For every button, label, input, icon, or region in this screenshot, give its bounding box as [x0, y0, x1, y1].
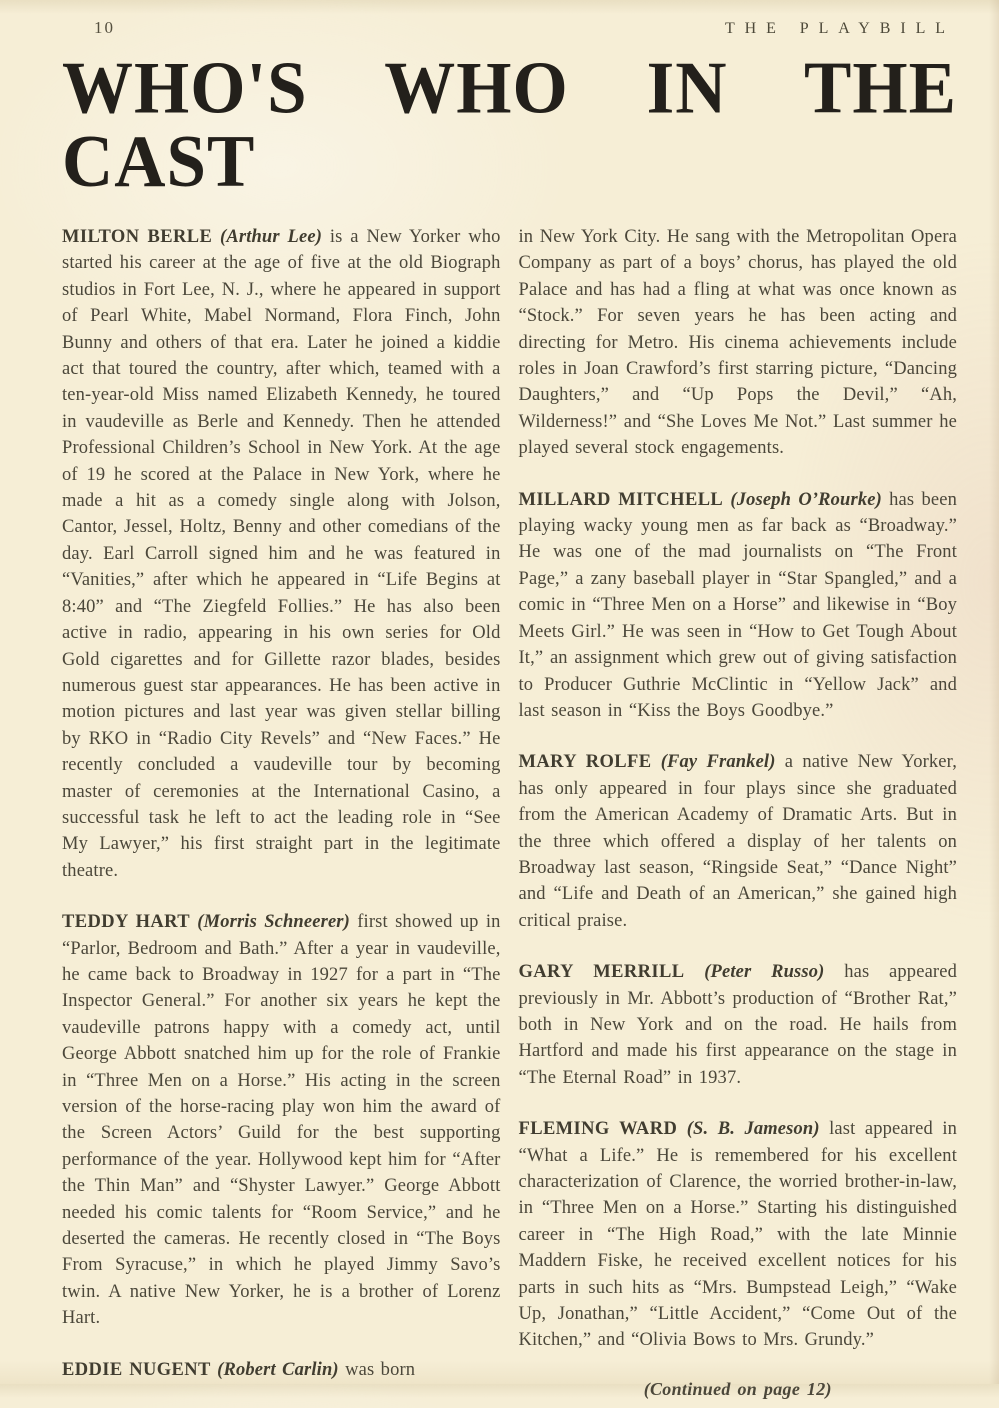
actor-role: (Joseph O’Rourke) — [730, 489, 882, 510]
bio-text: first showed up in “Parlor, Bedroom and Bath.” After a year in vaudeville, he came back to Broadway in 1927 for a part in “The Inspector General.” For another six years he kept the vaudeville patrons happy with a comedy act, until George Abbott snatched him up for the role of Frankie in “Three Men on a Horse.” His acting in the screen version of the horse-racing play won him the award of the Screen Actors’ Guild for the best supporting performance of the year. Hollywood kept him for “After the Thin Man” and “Shyster Lawyer.” George Abbott needed his comic talents for “Room Service,” and he deserted the cameras. He recently closed in “The Boys From Syracuse,” in which he played Jimmy Savo’s twin. A native New Yorker, he is a brother of Lorenz Hart. — [62, 912, 501, 1329]
bio-text: in New York City. He sang with the Metropolitan Opera Company as part of a boys’ chorus, has played the old Palace and has had a fling at what was once known as “Stock.” For seven years he has been acting and directing for Metro. His cinema achievements include roles in Joan Crawford’s first starring picture, “Dancing Daughters,” and “Up Pops the Devil,” “Ah, Wilderness!” and “She Loves Me Not.” Last summer he played several stock engagements. — [518, 227, 957, 459]
actor-role: (Peter Russo) — [704, 962, 825, 983]
actor-role: (Fay Frankel) — [660, 752, 776, 773]
bio-text: last appeared in “What a Life.” He is remembered for his excellent characterization of Clarence, the worried brother-in-law, in “Three Men on a Horse.” Starting his distinguished career in “The High Road,” with the late Minnie Maddern Fiske, he received excellent notices for his parts in such hits as “Mrs. Bumpstead Leigh,” “Wake Up, Jonathan,” “Little Accident,” “Come Out of the Kitchen,” and “Olivia Bows to Mrs. Grundy.” — [518, 1119, 958, 1351]
actor-role: (S. B. Jameson) — [686, 1119, 820, 1140]
bio-paragraph-continuation — [519, 224, 958, 462]
page-title: WHO'S WHO IN THE CAST — [62, 47, 957, 203]
left-column — [62, 224, 501, 1408]
actor-role: (Robert Carlin) — [217, 1359, 339, 1380]
actor-role: (Morris Schneerer) — [197, 912, 350, 933]
bio-text: a native New Yorker, has only appeared in four plays since she graduated from the American Academy of Dramatic Arts. But in the three which offered a display of her talents on Broadway last season, “Ringside Seat,” “Dance Night” and “Life and Death of an American,” she gained high critical praise. — [518, 752, 958, 931]
bio-paragraph-millard-mitchell — [519, 487, 958, 725]
bio-text: has appeared previously in Mr. Abbott’s production of “Brother Rat,” both in New York and on the road. He hails from Hartford and made his first appearance on the stage in “The Eternal Road” in 1937. — [518, 962, 958, 1088]
bio-text: has been playing wacky young men as far back as “Broadway.” He was one of the mad journalists on “The Front Page,” a zany baseball player in “Star Spangled,” and a comic in “Three Men on a Horse” and likewise in “Boy Meets Girl.” He was seen in “How to Get Tough About It,” an assignment which grew out of giving satisfaction to Producer Guthrie McClintic in “Yellow Jack” and last season in “Kiss the Boys Goodbye.” — [518, 489, 957, 721]
actor-name: GARY MERRILL — [518, 962, 685, 983]
continued-note: (Continued on page 12) — [643, 1378, 832, 1399]
bio-paragraph-gary-merrill — [519, 959, 958, 1091]
masthead: THE PLAYBILL — [724, 20, 955, 37]
bio-paragraph-mary-rolfe — [519, 749, 958, 934]
page-header — [62, 18, 957, 38]
actor-name: MILLARD MITCHELL — [518, 489, 724, 510]
actor-name: MARY ROLFE — [518, 752, 652, 773]
actor-name: FLEMING WARD — [518, 1119, 678, 1140]
actor-role: (Arthur Lee) — [220, 227, 323, 247]
page-number: 10 — [94, 18, 115, 37]
right-column — [519, 224, 958, 1408]
bio-paragraph-fleming-ward — [519, 1116, 958, 1354]
bio-paragraph-eddie-nugent — [62, 1357, 501, 1383]
bio-text: was born — [345, 1359, 416, 1380]
actor-name: TEDDY HART — [62, 912, 190, 933]
actor-name: MILTON BERLE — [62, 227, 213, 247]
bio-paragraph-milton-berle — [62, 224, 501, 884]
bio-text: is a New Yorker who started his career at the age of five at the old Biograph studios in Fort Lee, N. J., where he appeared in support of Pearl White, Mabel Normand, Flora Finch, John Bunny and others of that era. Later he joined a kiddie act that toured the country, after which, teamed with a ten-year-old Miss named Elizabeth Kennedy, he toured in vaudeville as Berle and Kennedy. Then he attended Professional Children’s School in New York. At the age of 19 he scored at the Palace in New York, where he made a hit as a comedy single along with Jolson, Cantor, Jessel, Holtz, Benny and other comedians of the day. Earl Carroll signed him and he was featured in “Vanities,” after which he appeared in “Life Begins at 8:40” and “The Ziegfeld Follies.” He has also been active in radio, appearing in his own series for Old Gold cigarettes and for Gillette razor blades, besides numerous guest star appearances. He has been active in motion pictures and last year was given stellar billing by RKO in “Radio City Revels” and “New Faces.” He recently concluded a vaudeville tour by becoming master of ceremonies at the International Casino, a successful task he left to act the leading role in “See My Lawyer,” his first straight part in the legitimate theatre. — [62, 227, 501, 881]
article-columns — [62, 224, 957, 1408]
actor-name: EDDIE NUGENT — [62, 1359, 211, 1380]
bio-paragraph-teddy-hart — [62, 909, 501, 1332]
